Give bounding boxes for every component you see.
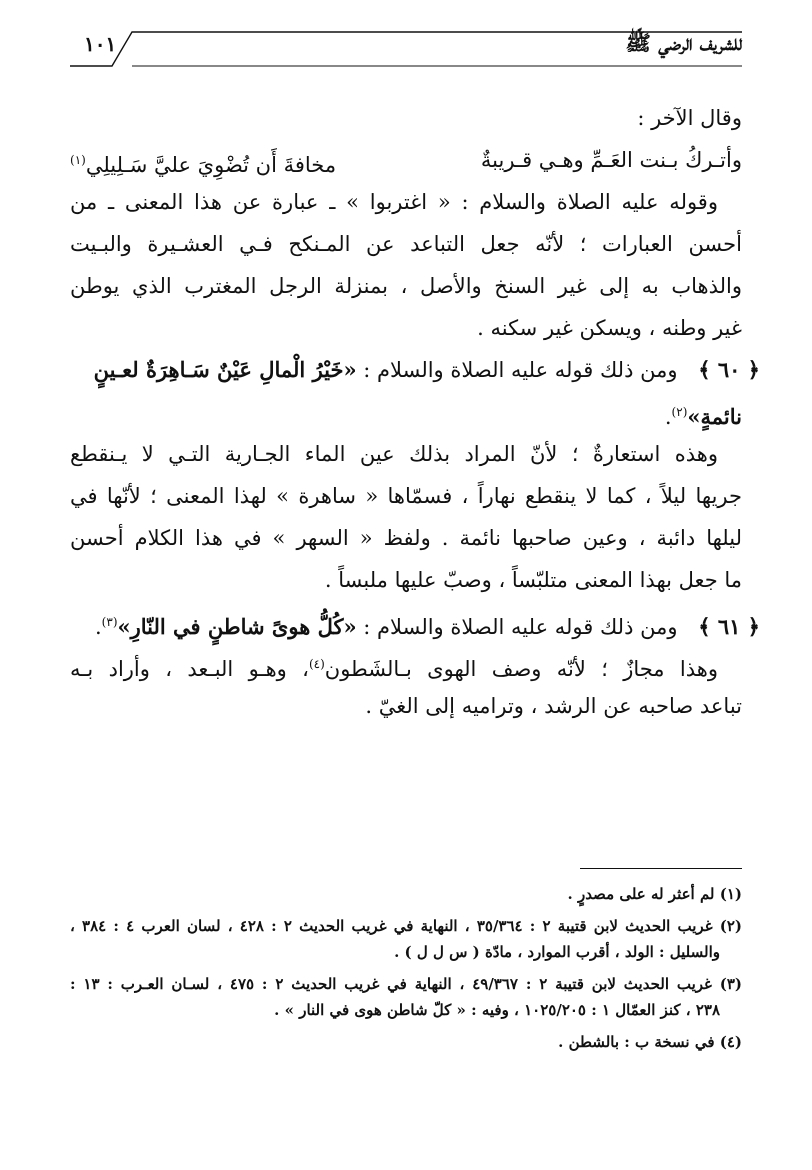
text-line: غير وطنه ، ويسكن غير سكنه . <box>477 316 742 340</box>
text-line: تباعد صاحبه عن الرشد ، وترامیه إلى الغيّ . <box>365 694 742 718</box>
footnote-2-continuation: والسليل : الولد ، أقرب الموارد ، مادّة ( س ل ل ) . <box>394 943 720 961</box>
footnote-3: (٣) غريب الحديث لابن قتيبة ٢ : ٤٩/٣٦٧ ، النهاية في غريب الحديث ٢ : ٤٧٥ ، لسـان العـرب : ١٣ : <box>70 975 743 993</box>
item-60 <box>94 356 760 384</box>
item-61: ﴿ ٦١ ﴾ ومن ذلك قوله عليه الصلاة والسلام : «كُلُّ هوىً شاطنٍ في النّارِ»$^{(٣)}$. <box>94 614 760 639</box>
footnote-divider <box>580 868 742 869</box>
text-line: والذهاب به إلى غير السنخ والأصل ، بمنزلة الرجل المغترب الذي يوطن <box>70 274 742 298</box>
text-line: ليلها دائبة ، وعين صاحبها نائمة . ولفظ « السهر » في هذا الكلام أحسن <box>70 526 742 550</box>
page-number: ١٠١ <box>84 32 117 56</box>
footnote-3-continuation: ٢٣٨ ، كنز العمّال ١ : ١٠٢٥/٢٠٥ ، وفيه : « كلّ شاطن هوى في النار » . <box>274 1001 720 1019</box>
footnote-2: (٢) غريب الحديث لابن قتيبة ٢ : ٣٥/٣٦٤ ، النهاية في غريب الحديث ٢ : ٤٢٨ ، لسان العرب ٤ : ٣٨٤ ، <box>70 917 743 935</box>
item-number: ﴿ ٦١ ﴾ <box>698 614 760 639</box>
footnote-4: (٤) في نسخة ب : بالشطن . <box>558 1033 742 1051</box>
item-intro: ومن ذلك قوله عليه الصلاة والسلام : <box>363 615 678 639</box>
text-line: وهذه استعارةٌ ؛ لأنّ المراد بذلك عين الماء الجـارية التـي لا يـنقطع <box>70 442 718 466</box>
footnote-ref: (٢) <box>671 405 688 419</box>
text-line: وهذا مجازٌ ؛ لأنّه وصف الهوى بـالشَطون$^{(٤)}$، وهـو البـعد ، وأراد بـه <box>70 657 718 681</box>
verse-hemistich-right: وأتـركُ بـنت العَـمِّ وهـي قـريبةٌ <box>480 148 742 172</box>
page-header <box>70 28 742 70</box>
item-60-continuation: نائمةٍ»$^{(٢)}$. <box>664 404 742 429</box>
text-line: وقال الآخر : <box>637 106 742 130</box>
footnote-ref: (٣) <box>101 615 118 629</box>
hadith-text: نائمةٍ» <box>687 404 742 429</box>
footnote-ref: (١) <box>70 153 86 167</box>
text-line: ما جعل بهذا المعنى متلبّساً ، وصبّ عليها ملبساً . <box>324 568 742 592</box>
text-line: وقوله عليه الصلاة والسلام : « اغتربوا » ـ عبارة عن هذا المعنى ـ من <box>70 190 718 214</box>
hadith-text: «كُلُّ هوىً شاطنٍ في النّارِ» <box>117 614 357 639</box>
item-number: ﴿ ٦٠ ﴾ <box>698 357 760 382</box>
footnote-1: (١) لم أعثر له على مصدرٍ . <box>567 885 742 903</box>
footnote-ref: (٤) <box>308 657 325 671</box>
text-line: جريها ليلاً ، كما لا ينقطع نهاراً ، فسمّاها « ساهرة » لهذا المعنى ؛ لأنّها في <box>70 484 742 508</box>
verse-hemistich-left: مخافةَ أَن تُضْوِيَ عليَّ سَـلِيلِي$^{(١)}$ <box>70 153 337 177</box>
running-title: للشريف الرضي ﷺ <box>625 30 742 55</box>
text-line: أحسن العبارات ؛ لأنّه جعل التباعد عن المـنكح فـي العشـيرة والبـيت <box>70 232 742 256</box>
hadith-text: «خَيْرُ الْمالِ عَيْنٌ سَـاهِرَةٌ لعـينٍ <box>93 357 357 382</box>
item-intro: ومن ذلك قوله عليه الصلاة والسلام : <box>363 358 678 382</box>
